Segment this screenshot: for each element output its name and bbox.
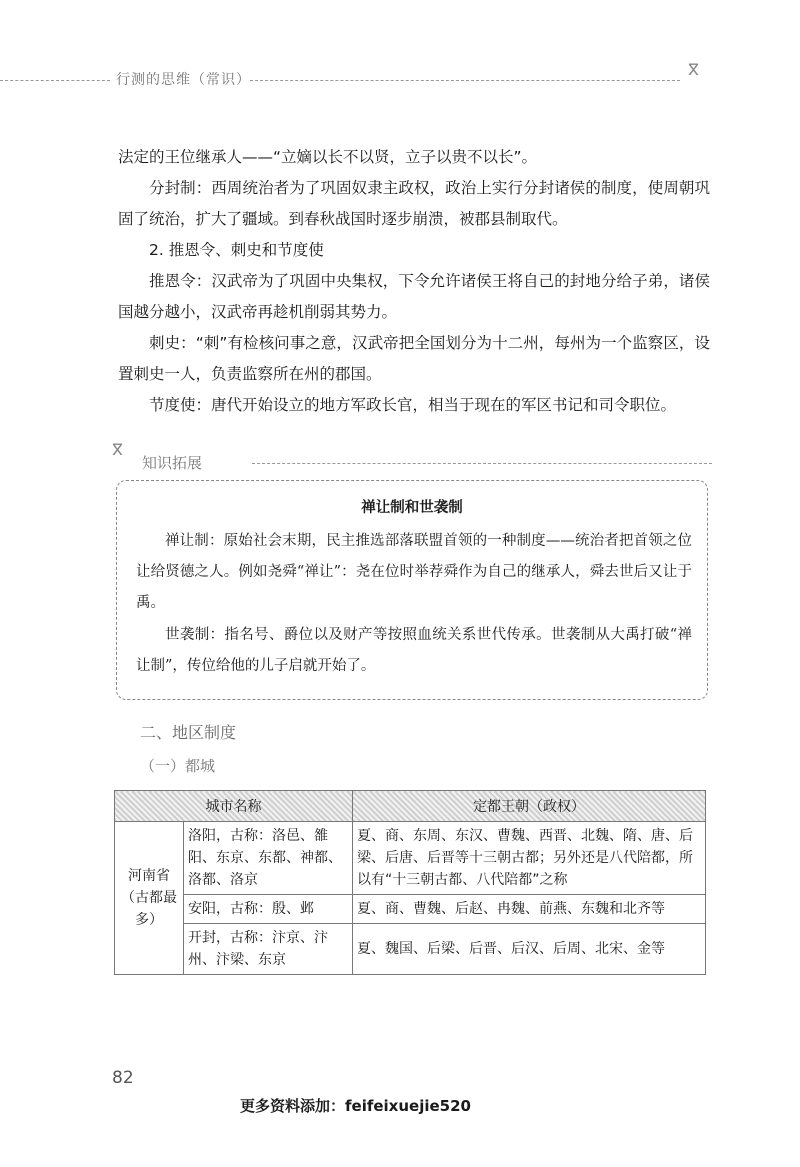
header-rule-left — [0, 80, 110, 81]
knowledge-paragraph-shixi: 世袭制：指名号、爵位以及财产等按照血统关系世代传承。世袭制从大禹打破“禅让制”，传位给他的儿子启就开始了。 — [136, 627, 692, 674]
paragraph-tuienling: 推恩令：汉武帝为了巩固中央集权，下令允许诸侯王将自己的封地分给子弟，诸侯国越分越小，汉武帝再趁机削弱其势力。 — [118, 272, 710, 321]
paragraph-cishi: 刺史：“刺”有检核问事之意，汉武帝把全国划分为十二州，每州为一个监察区，设置刺史一人，负责监察所在州的郡国。 — [118, 334, 710, 383]
city-cell: 安阳，古称：殷、邺 — [184, 895, 353, 924]
header-title: 行测的思维（常识） — [116, 72, 251, 88]
page-number: 82 — [112, 1068, 134, 1088]
knowledge-title: 禅让制和世袭制 — [361, 500, 463, 516]
knowledge-paragraph-shanrang: 禅让制：原始社会末期，民主推选部落联盟首领的一种制度——统治者把首领之位让给贤德之人。例如尧舜“禅让”：尧在位时举荐舜作为自己的继承人，舜去世后又让于禹。 — [136, 533, 692, 611]
subsection-title: （一）都城 — [140, 757, 216, 775]
header-dynasties: 定都王朝（政权） — [353, 791, 706, 822]
city-cell: 开封，古称：汴京、汴州、汴梁、东京 — [184, 924, 353, 975]
paragraph-succession: 法定的王位继承人——“立嫡以长不以贤，立子以贵不以长”。 — [118, 148, 538, 166]
dynasty-cell: 夏、魏国、后梁、后晋、后汉、后周、北宋、金等 — [353, 924, 706, 975]
paragraph-fengjian: 分封制：西周统治者为了巩固奴隶主政权，政治上实行分封诸侯的制度，使周朝巩固了统治，扩大了疆域。到春秋战国时逐步崩溃，被郡县制取代。 — [118, 179, 710, 228]
dynasty-cell: 夏、商、曹魏、后赵、冉魏、前燕、东魏和北齐等 — [353, 895, 706, 924]
footer-note: 更多资料添加：feifeixuejie520 — [240, 1097, 471, 1115]
table-row — [115, 895, 706, 924]
sprout-icon: ⴳ — [112, 440, 123, 459]
header-city-name: 城市名称 — [115, 791, 353, 822]
capital-cities-table — [114, 790, 706, 975]
table-row — [115, 924, 706, 975]
knowledge-label-row — [112, 440, 712, 478]
city-cell: 洛阳，古称：洛邑、雒阳、东京、东都、神都、洛都、洛京 — [184, 822, 353, 895]
running-header — [0, 60, 800, 100]
sprout-icon: ⴳ — [688, 60, 699, 79]
table-row — [115, 822, 706, 895]
province-cell: 河南省（古都最多） — [115, 822, 184, 975]
table-header-row — [115, 791, 706, 822]
knowledge-rule — [252, 463, 712, 464]
paragraph-jiedushi: 节度使：唐代开始设立的地方军政长官，相当于现在的军区书记和司令职位。 — [149, 396, 677, 414]
dynasty-cell: 夏、商、东周、东汉、曹魏、西晋、北魏、隋、唐、后梁、后唐、后晋等十三朝古都；另外还是八代陪都，所以有“十三朝古都、八代陪都”之称 — [353, 822, 706, 895]
knowledge-label: 知识拓展 — [142, 454, 203, 472]
subheading-tuienling: 2. 推恩令、刺史和节度使 — [149, 241, 324, 259]
header-rule-right — [250, 80, 680, 81]
section-title: 二、地区制度 — [140, 723, 237, 742]
